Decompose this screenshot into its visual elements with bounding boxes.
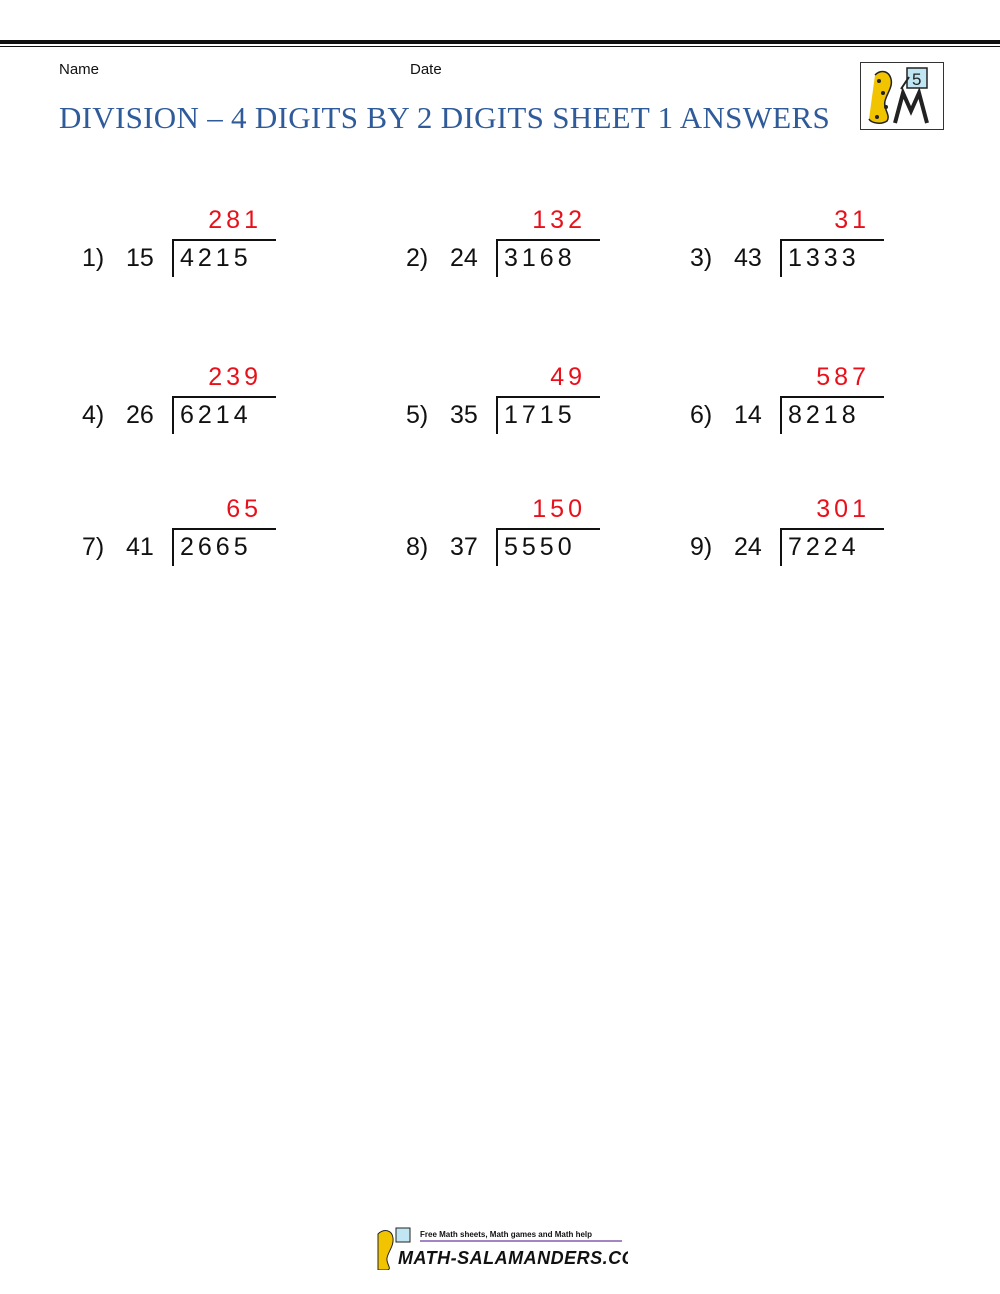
problem-number: 4) (82, 401, 105, 429)
divisor: 14 (734, 401, 762, 429)
problem-number: 9) (690, 533, 713, 561)
top-rule (0, 40, 1000, 44)
divisor: 24 (734, 533, 762, 561)
answer: 239 (208, 363, 262, 391)
problem-1 (82, 208, 362, 278)
dividend: 7224 (788, 533, 860, 561)
divisor: 15 (126, 244, 154, 272)
problem-number: 2) (406, 244, 429, 272)
problem-6 (690, 365, 970, 435)
footer-site: MATH-SALAMANDERS.COM (398, 1248, 628, 1268)
page-title: DIVISION – 4 DIGITS BY 2 DIGITS SHEET 1 ANSWERS (59, 100, 831, 135)
divisor: 41 (126, 533, 154, 561)
date-label: Date (410, 61, 442, 78)
divisor: 43 (734, 244, 762, 272)
dividend: 5550 (504, 533, 576, 561)
answer: 281 (208, 206, 262, 234)
problem-3 (690, 208, 970, 278)
problem-number: 8) (406, 533, 429, 561)
answer: 49 (550, 363, 586, 391)
problem-2 (406, 208, 686, 278)
top-rule-thin (0, 46, 1000, 47)
logo-grade: 5 (912, 70, 922, 89)
problem-9 (690, 497, 970, 567)
divisor: 24 (450, 244, 478, 272)
answer: 301 (816, 495, 870, 523)
dividend: 8218 (788, 401, 860, 429)
answer: 31 (834, 206, 870, 234)
divisor: 35 (450, 401, 478, 429)
problem-number: 3) (690, 244, 713, 272)
footer-tagline: Free Math sheets, Math games and Math help (420, 1230, 593, 1239)
dividend: 1715 (504, 401, 576, 429)
problem-number: 1) (82, 244, 105, 272)
answer: 65 (226, 495, 262, 523)
dividend: 1333 (788, 244, 860, 272)
divisor: 26 (126, 401, 154, 429)
answer: 150 (532, 495, 586, 523)
dividend: 2665 (180, 533, 252, 561)
dividend: 6214 (180, 401, 252, 429)
problem-number: 7) (82, 533, 105, 561)
problem-5 (406, 365, 686, 435)
problem-8 (406, 497, 686, 567)
footer-logo (372, 1226, 628, 1270)
dividend: 4215 (180, 244, 252, 272)
problem-number: 6) (690, 401, 713, 429)
problem-number: 5) (406, 401, 429, 429)
answer: 587 (816, 363, 870, 391)
divisor: 37 (450, 533, 478, 561)
dividend: 3168 (504, 244, 576, 272)
answer: 132 (532, 206, 586, 234)
problem-4 (82, 365, 362, 435)
problem-7 (82, 497, 362, 567)
name-label: Name (59, 61, 100, 78)
salamander-logo-icon (860, 62, 944, 130)
